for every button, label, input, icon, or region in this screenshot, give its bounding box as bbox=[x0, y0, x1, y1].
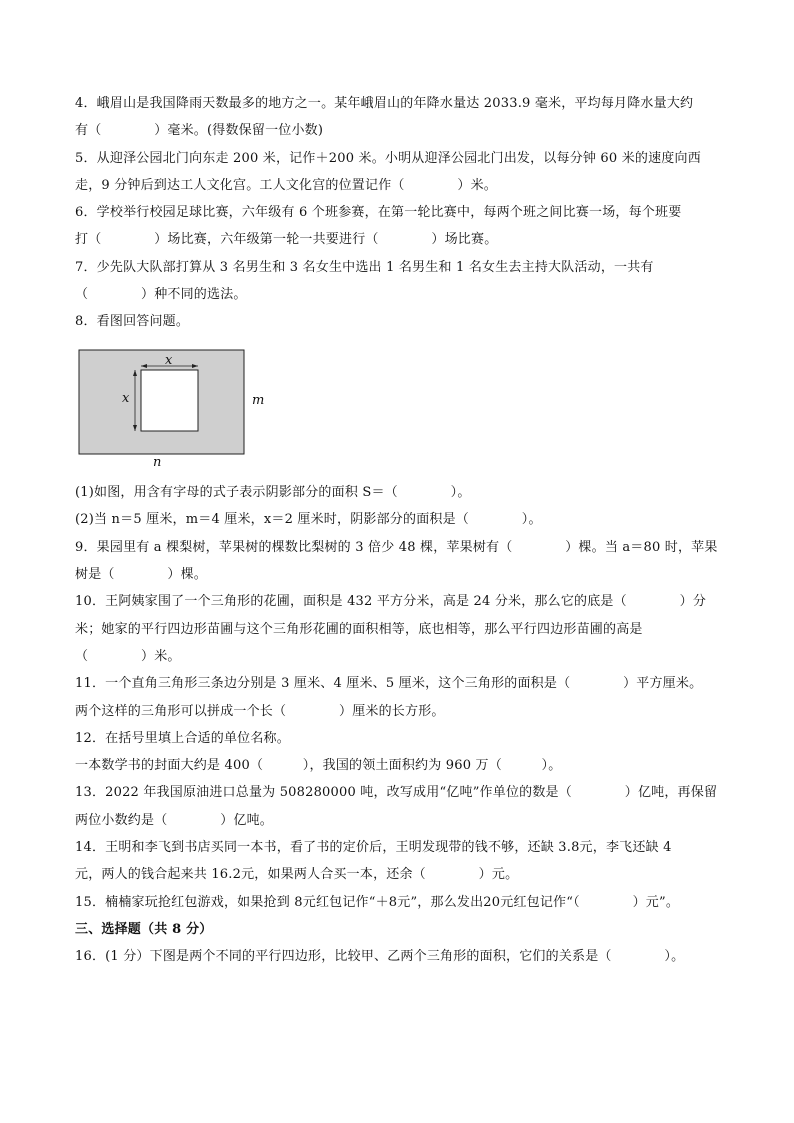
q10-line-1: 10．王阿姨家围了一个三角形的花圃，面积是 432 平方分米，高是 24 分米，那么它的底是（ ）分 bbox=[75, 594, 707, 609]
q11-line-1: 11．一个直角三角形三条边分别是 3 厘米、4 厘米、5 厘米，这个三角形的面积是（ ）平方厘米。 bbox=[75, 676, 703, 691]
q9-line-1: 9．果园里有 a 棵梨树，苹果树的棵数比梨树的 3 倍少 48 棵，苹果树有（ ）棵。当 a＝80 时，苹果 bbox=[75, 540, 718, 555]
label-x-top: x bbox=[165, 353, 173, 368]
q5-line-2: 走，9 分钟后到达工人文化宫。工人文化宫的位置记作（ ）米。 bbox=[75, 178, 498, 193]
q8-part-1: (1)如图，用含有字母的式子表示阴影部分的面积 S＝（ ）。 bbox=[75, 485, 471, 500]
q14-line-2: 元，两人的钱合起来共 16.2元，如果两人合买一本，还余（ ）元。 bbox=[75, 867, 519, 882]
inner-square bbox=[141, 370, 198, 431]
label-m: m bbox=[252, 393, 265, 408]
q6-line-2: 打（ ）场比赛，六年级第一轮一共要进行（ ）场比赛。 bbox=[75, 232, 498, 247]
label-x-left: x bbox=[122, 391, 130, 406]
q9-line-2: 树是（ ）棵。 bbox=[75, 567, 208, 582]
q15-line-1: 15．楠楠家玩抢红包游戏，如果抢到 8元红包记作“＋8元”，那么发出20元红包记作“（ ）元”。 bbox=[75, 895, 680, 910]
q8-title: 8．看图回答问题。 bbox=[75, 314, 190, 329]
rectangle-diagram bbox=[78, 349, 278, 474]
q7-line-2: （ ）种不同的选法。 bbox=[75, 287, 247, 302]
q10-line-2: 米；她家的平行四边形苗圃与这个三角形花圃的面积相等，底也相等，那么平行四边形苗圃的高是 bbox=[75, 622, 643, 637]
section-heading: 三、选择题（共 8 分） bbox=[75, 922, 213, 937]
q4-line-1: 4．峨眉山是我国降雨天数最多的地方之一。某年峨眉山的年降水量达 2033.9 毫米，平均每月降水量大约 bbox=[75, 96, 694, 111]
q16-line-1: 16．(1 分）下图是两个不同的平行四边形，比较甲、乙两个三角形的面积，它们的关系是（ ）。 bbox=[75, 949, 685, 964]
q13-line-1: 13．2022 年我国原油进口总量为 508280000 吨，改写成用“亿吨”作单位的数是（ ）亿吨，再保留 bbox=[75, 785, 718, 800]
q10-line-3: （ ）米。 bbox=[75, 649, 181, 664]
q4-line-2: 有（ ）毫米。(得数保留一位小数) bbox=[75, 123, 324, 138]
q8-part-2: (2)当 n＝5 厘米，m＝4 厘米，x＝2 厘米时，阴影部分的面积是（ ）。 bbox=[75, 512, 542, 527]
label-n: n bbox=[153, 455, 162, 470]
q8-figure bbox=[78, 349, 278, 478]
q6-line-1: 6．学校举行校园足球比赛，六年级有 6 个班参赛，在第一轮比赛中，每两个班之间比赛一场，每个班要 bbox=[75, 205, 682, 220]
q12-line-2: 一本数学书的封面大约是 400（ ），我国的领土面积约为 960 万（ ）。 bbox=[75, 758, 562, 773]
q5-line-1: 5．从迎泽公园北门向东走 200 米，记作＋200 米。小明从迎泽公园北门出发，以每分钟 60 米的速度向西 bbox=[75, 151, 701, 166]
q7-line-1: 7．少先队大队部打算从 3 名男生和 3 名女生中选出 1 名男生和 1 名女生去主持大队活动，一共有 bbox=[75, 260, 654, 275]
q12-line-1: 12．在括号里填上合适的单位名称。 bbox=[75, 731, 290, 746]
q14-line-1: 14．王明和李飞到书店买同一本书，看了书的定价后，王明发现带的钱不够，还缺 3.8元，李飞还缺 4 bbox=[75, 840, 672, 855]
q11-line-2: 两个这样的三角形可以拼成一个长（ ）厘米的长方形。 bbox=[75, 704, 445, 719]
q13-line-2: 两位小数约是（ ）亿吨。 bbox=[75, 813, 274, 828]
